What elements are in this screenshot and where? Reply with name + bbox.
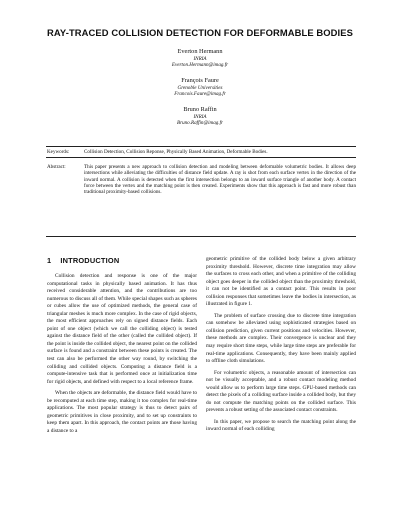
body-paragraph: In this paper, we propose to search the matching point along the inward normal of each colliding xyxy=(206,418,356,433)
divider-keywords xyxy=(46,157,356,158)
author-name: Everton Hermann xyxy=(177,48,223,55)
author-email: Bruno.Raffin@imag.fr xyxy=(176,120,223,127)
body-paragraph: When the objects are deformable, the distance field would have to be recomputed at each time step, making it too complex for real-time applications. The most popular strategy is thus to detect pairs of geometric primitives in close proximity, and to set up constraints to keep them apart. In this approach, the contact points are those having a distance to a xyxy=(47,390,197,434)
section-number: 1 xyxy=(47,256,52,265)
keywords-text: Collision Detection, Collision Reponse, Physically Based Animation, Deformable Bodies. xyxy=(84,149,268,155)
author-email: Everton.Hermann@imag.fr xyxy=(171,62,229,69)
body-paragraph: The problem of surface crossing due to discrete time integration can somehow be alleviated using sophisticated strategies based on collision prediction, given current positions and velocities. However, these methods are complex. Their convergence is unclear and they may require short time steps, while large time steps are preferable for real-time applications. Consequently, they have been mainly applied to offline cloth simulations. xyxy=(206,312,356,365)
section-heading xyxy=(47,256,197,265)
author-affiliation: INRIA xyxy=(193,56,207,62)
author-block xyxy=(100,106,300,127)
body-paragraph: geometric primitive of the collided body below a given arbitrary proximity threshold. However, discrete time integration may allow the surfaces to cross each other, and when a primitive of the colliding object goes deeper in the collided object than the proximity threshold, it can not be identified as a contact point. This results in poor collision responses that sometimes leave the bodies in intersection, as illustrated in figure 1. xyxy=(206,256,356,308)
keywords-label: Keywords: xyxy=(47,149,70,155)
divider-top xyxy=(46,146,356,147)
divider-bottom xyxy=(46,236,356,237)
author-affiliation: INRIA xyxy=(193,113,207,120)
abstract-text: This paper presents a new approach to collision detection and modeling between deformable volumetric bodies. It allows deep intersections while alleviating the difficulties of distance field update. A ray is shot from each surface vertex in the direction of the inward normal. A collision is detected when the first intersection belongs to an inward surface triangle of another body. A contact force between the vertex and the matching point is then created. Experiments show that this approach is fast and more robust than traditional proximity-based collisions. xyxy=(84,164,356,196)
author-block xyxy=(100,48,300,69)
column-right xyxy=(206,256,356,438)
body-paragraph: Collision detection and response is one of the major computational tasks in physically based animation. It has thus received considerable attention, and the contributions are too numerous to discuss all of them. While special shapes such as spheres or cubes allow the use of optimized methods, the general case of triangular meshes is much more complex. In the case of rigid objects, the most efficient approaches rely on signed distance fields. Each point of one object (which we call the colliding object) is tested against the distance field of the other (called the collided object). If the point is inside the collided object, the nearest point on the collided surface is found and a constraint between these points is created. The test can also be performed the other way round, by switching the colliding and collided objects. Computing a distance field is a compute-intensive task that is performed once at initialization time for rigid objects, and defined with respect to a local reference frame. xyxy=(47,273,197,385)
author-list xyxy=(100,48,300,134)
author-name: Bruno Raffin xyxy=(183,105,217,113)
author-name: François Faure xyxy=(181,76,219,84)
column-left xyxy=(47,256,197,439)
abstract-label: Abstract: xyxy=(47,164,66,170)
author-block xyxy=(100,77,300,98)
body-paragraph: For volumetric objects, a reasonable amount of intersection can not be visually acceptable, and a robust contact modeling method would allow us to perform large time steps. GPU-based methods can detect the pixels of a colliding surface inside a collided body, but they do not compute the matching points on the collided surface. This prevents a robust setting of the associated contact constraints. xyxy=(206,369,356,414)
author-email: Francois.Faure@imag.fr xyxy=(174,91,226,98)
section-title: INTRODUCTION xyxy=(60,256,120,265)
author-affiliation: Grenoble Universities xyxy=(177,84,223,91)
paper-title: RAY-TRACED COLLISION DETECTION FOR DEFORMABLE BODIES xyxy=(47,27,353,38)
